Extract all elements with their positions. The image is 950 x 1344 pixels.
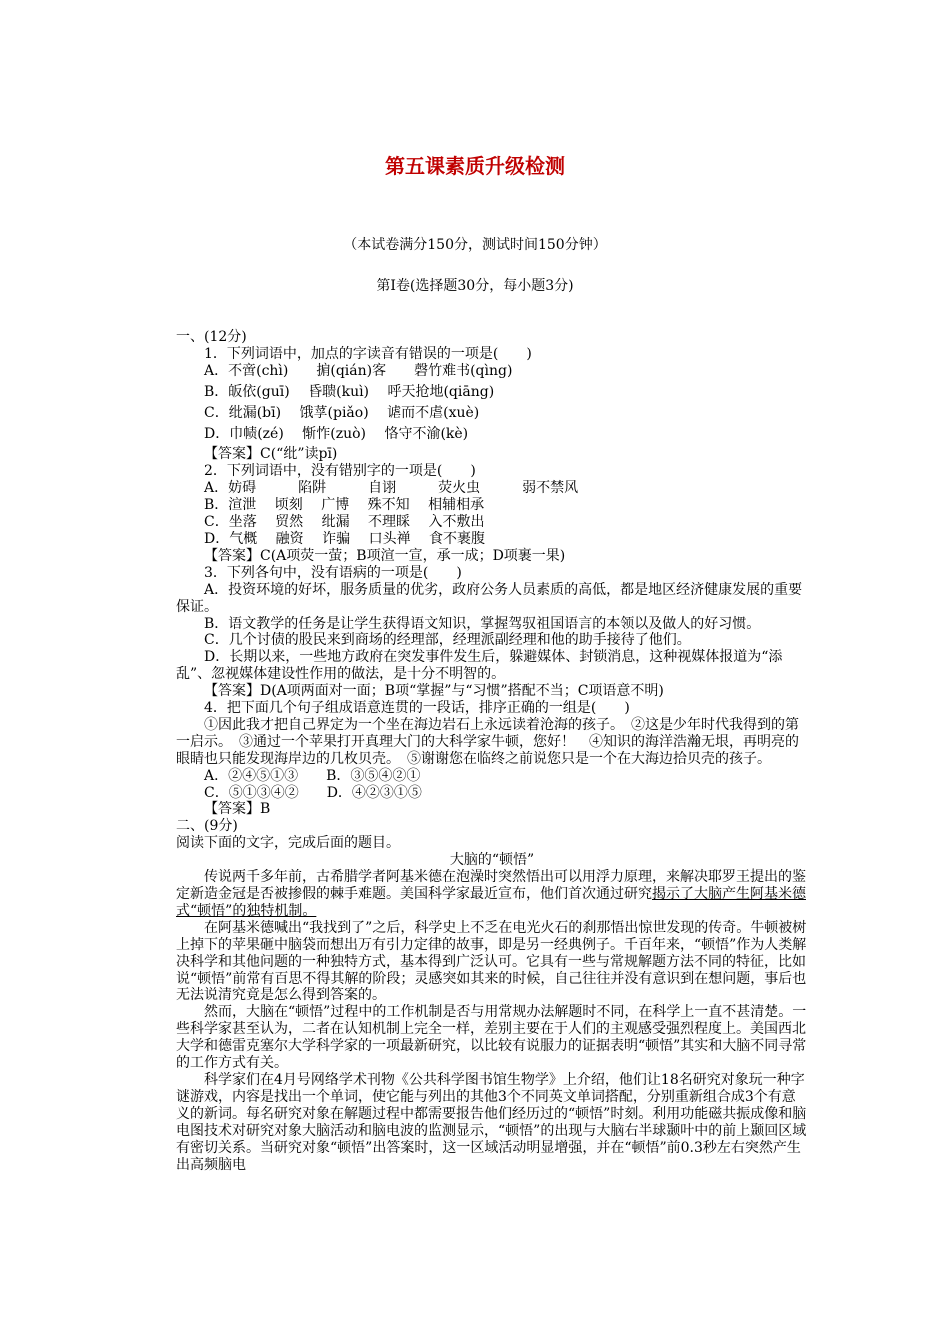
- q4-options-ab: A．②④⑤①③ B．③⑤④②①: [204, 767, 421, 784]
- q2-option-c: C．坐落 贸然 纰漏 不理睬 入不敷出: [204, 514, 485, 531]
- article-paragraph-4: 科学家们在4月号网络学术刊物《公共科学图书馆生物学》上介绍，他们让18名研究对象玩一种字谜游戏，内容是找出一个单词，使它能与列出的其他3个不同英文单词搭配，分别重新组合成3个有意义的新词。每名研究对象在解题过程中都需要报告他们经历过的“顿悟”时刻。利用功能磁共振成像和脑电图技术对研究对象大脑活动和脑电波的监测显示，“顿悟”的出现与大脑右半球颞叶中的前上颞回区域有密切关系。当研究对象“顿悟”出答案时，这一区域活动明显增强，并在“顿悟”前0.3秒左右突然产生出高频脑电: [176, 1071, 807, 1173]
- q3-option-d: D．长期以来，一些地方政府在突发事件发生后，躲避媒体、封锁消息，这种视媒体报道为“添乱”、忽视媒体建设性作用的做法，是十分不明智的。: [176, 649, 783, 683]
- q4-sentences: ①因此我才把自己界定为一个坐在海边岩石上永远读着沧海的孩子。 ②这是少年时代我得到的第一启示。 ③通过一个苹果打开真理大门的大科学家牛顿，您好！ ④知识的海洋浩瀚无垠，再明亮的眼睛也只能发现海岸边的几枚贝壳。 ⑤谢谢您在临终之前说您只是一个在大海边拾贝壳的孩子。: [176, 716, 799, 767]
- q3-stem: 3．下列各句中，没有语病的一项是( ): [204, 564, 462, 581]
- q1-option-c: C．纰漏(bī) 饿莩(piǎo) 谑而不虐(xuè): [204, 404, 480, 421]
- section-heading-2: 二、(9分): [176, 818, 238, 835]
- q3-option-b: B．语文教学的任务是让学生获得语文知识，掌握驾驭祖国语言的本领以及做人的好习惯。: [204, 615, 761, 632]
- section-heading-1: 一、(12分): [176, 329, 247, 345]
- volume-heading: 第Ⅰ卷(选择题30分，每小题3分): [376, 278, 574, 294]
- q4-stem: 4．把下面几个句子组成语意连贯的一段话，排序正确的一组是( ): [204, 700, 630, 717]
- q1-option-b: B．皈依(guī) 昏聩(kuì) 呼天抢地(qiāng): [204, 383, 495, 400]
- q3-option-c: C．几个讨债的股民来到商场的经理部，经理派副经理和他的助手接待了他们。: [204, 632, 691, 649]
- q1-stem: 1．下列词语中，加点的字读音有错误的一项是( ): [204, 345, 532, 362]
- q1-option-a: A．不啻(chì) 掮(qián)客 磬竹难书(qìng): [204, 362, 513, 379]
- q2-stem: 2．下列词语中，没有错别字的一项是( ): [204, 463, 476, 480]
- article-paragraph-1: [176, 869, 808, 920]
- q1-answer: 【答案】C(“纰”读pī): [204, 446, 338, 463]
- p1-text: 传说两千多年前，古希腊学者阿基米德在泡澡时突然悟出可以用浮力原理，来解决耶罗王提出的鉴定新造金冠是否被掺假的棘手难题。美国科学家最近宣布，他们首次通过研究: [176, 869, 806, 902]
- q1-option-d: D．巾帻(zé) 惭怍(zuò) 恪守不渝(kè): [204, 425, 469, 442]
- q4-options-cd: C．⑤①③④② D．④②③①⑤: [204, 784, 422, 801]
- underlined-sentence: 揭示了大脑产生阿基米德式“顿悟”的独特机制。: [176, 886, 806, 919]
- q2-option-b: B．渲泄 顷刻 广博 殊不知 相辅相承: [204, 497, 485, 514]
- q4-answer: 【答案】B: [204, 801, 271, 818]
- document-body: [176, 329, 808, 1173]
- page-title: 第五课素质升级检测: [385, 154, 565, 178]
- article-paragraph-2: 在阿基米德喊出“我找到了”之后，科学史上不乏在电光火石的刹那悟出惊世发现的传奇。牛顿被树上掉下的苹果砸中脑袋而想出万有引力定律的故事，即是另一经典例子。千百年来，“顿悟”作为人类解决科学和其他问题的一种独特方式，基本得到广泛认可。它具有一些与常规解题方法不同的特征，比如说“顿悟”前常有百思不得其解的阶段；灵感突如其来的时候，自己往往并没有意识到在想问题，事后也无法说清究竟是怎么得到答案的。: [176, 919, 807, 1004]
- exam-note: （本试卷满分150分，测试时间150分钟）: [343, 237, 607, 253]
- q3-option-a: A．投资环境的好坏，服务质量的优劣，政府公务人员素质的高低，都是地区经济健康发展的重要保证。: [176, 581, 803, 615]
- q2-option-d: D．气概 融资 诈骗 口头禅 食不裹腹: [204, 530, 486, 547]
- reading-intro: 阅读下面的文字，完成后面的题目。: [176, 835, 400, 852]
- article-paragraph-3: 然而，大脑在“顿悟”过程中的工作机制是否与用常规办法解题时不同，在科学上一直不甚清楚。一些科学家甚至认为，二者在认知机制上完全一样，差别主要在于人们的主观感受强烈程度上。美国西北大学和德雷克塞尔大学科学家的一项最新研究，以比较有说服力的证据表明“顿悟”其实和大脑不同寻常的工作方式有关。: [176, 1004, 807, 1072]
- q3-answer: 【答案】D(A项两面对一面；B项“掌握”与“习惯”搭配不当；C项语意不明): [204, 683, 664, 700]
- q2-answer: 【答案】C(A项荧一萤；B项渲一宣，承一成；D项裹一果): [204, 547, 566, 564]
- q2-option-a: A．妨碍 陷阱 自诩 荧火虫 弱不禁风: [204, 480, 579, 497]
- article-title: 大脑的“顿悟”: [449, 852, 535, 869]
